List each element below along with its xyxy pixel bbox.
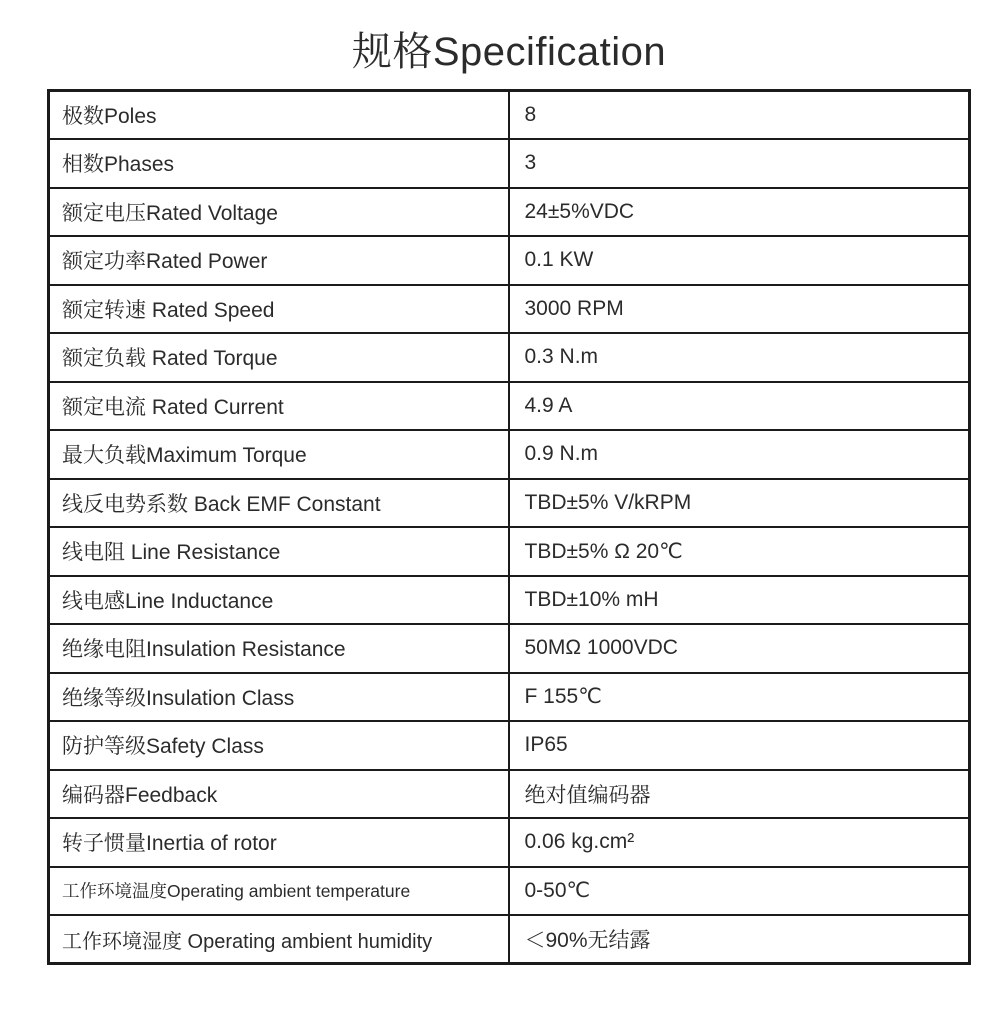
table-row [49,285,970,334]
table-row [49,479,970,528]
spec-value: 8 [509,91,970,140]
table-row [49,91,970,140]
spec-value: 3 [509,139,970,188]
spec-label: 额定转速 Rated Speed [49,285,509,334]
spec-value: F 155℃ [509,673,970,722]
spec-label: 线电阻 Line Resistance [49,527,509,576]
spec-label: 编码器Feedback [49,770,509,819]
table-row [49,818,970,867]
table-row [49,770,970,819]
spec-value: ＜90%无结露 [509,915,970,964]
spec-label: 额定电压Rated Voltage [49,188,509,237]
spec-value: 0.3 N.m [509,333,970,382]
table-row [49,188,970,237]
spec-table [47,89,971,965]
spec-label: 额定功率Rated Power [49,236,509,285]
spec-label: 线电感Line Inductance [49,576,509,625]
page-title: 规格Specification [351,30,667,74]
table-row [49,867,970,916]
spec-label: 转子惯量Inertia of rotor [49,818,509,867]
table-row [49,430,970,479]
spec-value: 0.1 KW [509,236,970,285]
table-row [49,139,970,188]
spec-value: 24±5%VDC [509,188,970,237]
spec-value: 3000 RPM [509,285,970,334]
table-row [49,721,970,770]
spec-value: TBD±5% V/kRPM [509,479,970,528]
spec-label: 绝缘等级Insulation Class [49,673,509,722]
spec-value: 绝对值编码器 [509,770,970,819]
spec-label: 工作环境温度Operating ambient temperature [49,867,509,916]
table-row [49,382,970,431]
spec-label: 相数Phases [49,139,509,188]
table-row [49,624,970,673]
table-row [49,236,970,285]
spec-label: 防护等级Safety Class [49,721,509,770]
spec-label: 工作环境湿度 Operating ambient humidity [49,915,509,964]
spec-value: 0-50℃ [509,867,970,916]
spec-value: 4.9 A [509,382,970,431]
spec-label: 额定电流 Rated Current [49,382,509,431]
table-row [49,576,970,625]
spec-label: 额定负载 Rated Torque [49,333,509,382]
table-row [49,527,970,576]
spec-label: 极数Poles [49,91,509,140]
table-row [49,333,970,382]
spec-label: 线反电势系数 Back EMF Constant [49,479,509,528]
table-row [49,915,970,964]
spec-value: 0.06 kg.cm² [509,818,970,867]
table-row [49,673,970,722]
spec-label: 绝缘电阻Insulation Resistance [49,624,509,673]
spec-value: TBD±5% Ω 20℃ [509,527,970,576]
spec-value: TBD±10% mH [509,576,970,625]
spec-value: IP65 [509,721,970,770]
spec-label: 最大负载Maximum Torque [49,430,509,479]
spec-value: 50MΩ 1000VDC [509,624,970,673]
spec-value: 0.9 N.m [509,430,970,479]
